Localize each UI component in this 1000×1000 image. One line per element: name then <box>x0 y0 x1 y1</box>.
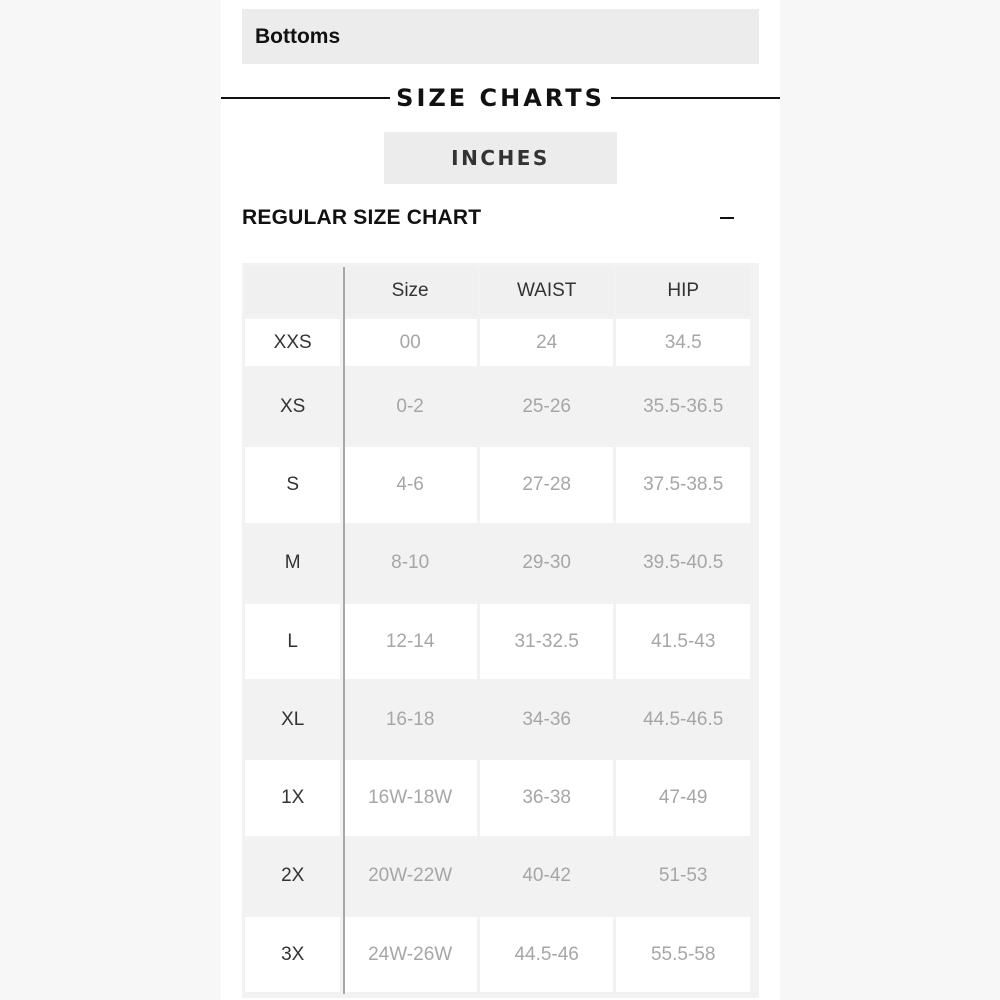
table-row <box>245 604 750 679</box>
hip-cell: 37.5-38.5 <box>616 447 750 522</box>
chart-header <box>242 200 742 236</box>
table-row <box>245 447 750 522</box>
collapse-button[interactable] <box>712 203 742 233</box>
size-cell: 24W-26W <box>343 917 477 992</box>
hip-cell: 55.5-58 <box>616 917 750 992</box>
size-cell: 12-14 <box>343 604 477 679</box>
hip-cell: 41.5-43 <box>616 604 750 679</box>
table-row <box>245 319 750 366</box>
size-label-cell: XXS <box>245 319 340 366</box>
size-cell: 16W-18W <box>343 760 477 835</box>
category-accordion-bottoms[interactable] <box>242 9 759 64</box>
waist-cell: 36-38 <box>480 760 614 835</box>
table-row <box>245 369 750 444</box>
size-cell: 16-18 <box>343 682 477 757</box>
size-cell: 20W-22W <box>343 839 477 914</box>
table-header-row <box>245 266 750 316</box>
header-cell-hip: HIP <box>616 266 750 316</box>
waist-cell: 27-28 <box>480 447 614 522</box>
heading-rule-left <box>221 97 390 99</box>
hip-cell: 47-49 <box>616 760 750 835</box>
waist-cell: 44.5-46 <box>480 917 614 992</box>
size-label-cell: 2X <box>245 839 340 914</box>
section-title: SIZE CHARTS <box>396 84 605 112</box>
size-table <box>242 263 759 998</box>
unit-toggle-inches[interactable] <box>384 132 617 184</box>
waist-cell: 31-32.5 <box>480 604 614 679</box>
size-label-cell: XL <box>245 682 340 757</box>
heading-rule-right <box>611 97 780 99</box>
table-row <box>245 839 750 914</box>
header-cell-size: Size <box>343 266 477 316</box>
size-label-cell: XS <box>245 369 340 444</box>
size-label-cell: S <box>245 447 340 522</box>
section-heading <box>221 80 780 116</box>
hip-cell: 44.5-46.5 <box>616 682 750 757</box>
waist-cell: 40-42 <box>480 839 614 914</box>
size-cell: 00 <box>343 319 477 366</box>
waist-cell: 34-36 <box>480 682 614 757</box>
header-cell-waist: WAIST <box>480 266 614 316</box>
size-label-cell: M <box>245 526 340 601</box>
size-cell: 8-10 <box>343 526 477 601</box>
size-label-cell: 3X <box>245 917 340 992</box>
waist-cell: 29-30 <box>480 526 614 601</box>
chart-title: REGULAR SIZE CHART <box>242 206 482 229</box>
frozen-column-divider <box>343 267 345 994</box>
minus-icon <box>720 217 734 219</box>
waist-cell: 25-26 <box>480 369 614 444</box>
hip-cell: 39.5-40.5 <box>616 526 750 601</box>
header-cell-label <box>245 266 340 316</box>
waist-cell: 24 <box>480 319 614 366</box>
size-chart-panel <box>221 0 780 1000</box>
table-row <box>245 917 750 992</box>
hip-cell: 35.5-36.5 <box>616 369 750 444</box>
table-row <box>245 760 750 835</box>
table-row <box>245 526 750 601</box>
category-label: Bottoms <box>255 24 341 48</box>
size-label-cell: L <box>245 604 340 679</box>
hip-cell: 51-53 <box>616 839 750 914</box>
size-cell: 0-2 <box>343 369 477 444</box>
size-label-cell: 1X <box>245 760 340 835</box>
unit-toggle-label: INCHES <box>451 146 550 170</box>
table-row <box>245 682 750 757</box>
hip-cell: 34.5 <box>616 319 750 366</box>
size-cell: 4-6 <box>343 447 477 522</box>
